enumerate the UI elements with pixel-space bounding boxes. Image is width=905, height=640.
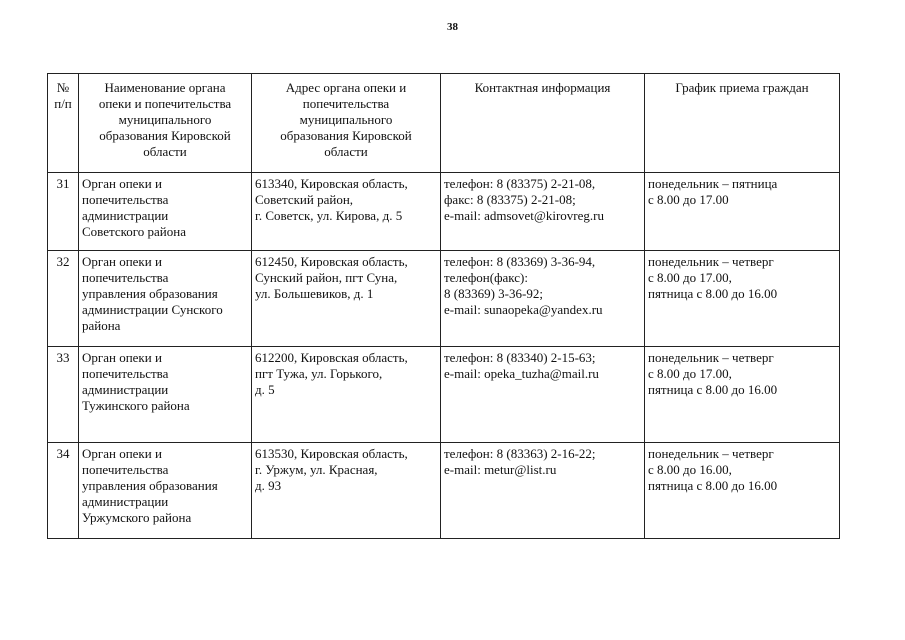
cell-line: понедельник – пятница	[648, 176, 778, 191]
cell-line: администрации	[82, 382, 169, 397]
cell-line: 613340, Кировская область,	[255, 176, 408, 191]
address-cell	[252, 347, 441, 443]
cell-line: с 8.00 до 16.00,	[648, 462, 732, 477]
cell-line: Орган опеки и	[82, 350, 162, 365]
cell-line: e-mail: sunaopeka@yandex.ru	[444, 302, 603, 317]
cell-line: График приема граждан	[675, 80, 809, 95]
cell-line: муниципального	[299, 112, 393, 127]
cell-line: №	[56, 80, 70, 95]
cell-line: понедельник – четверг	[648, 446, 774, 461]
cell-line: г. Уржум, ул. Красная,	[255, 462, 378, 477]
address-cell	[252, 173, 441, 251]
cell-line: с 8.00 до 17.00,	[648, 270, 732, 285]
cell-line: 612450, Кировская область,	[255, 254, 408, 269]
row-number: 31	[48, 173, 79, 251]
cell-line: Наименование органа	[104, 80, 226, 95]
organ-name-cell	[79, 443, 252, 539]
cell-line: управления образования	[82, 478, 218, 493]
cell-line: ул. Большевиков, д. 1	[255, 286, 374, 301]
organ-name-cell	[79, 173, 252, 251]
cell-line: области	[324, 144, 368, 159]
cell-line: д. 5	[255, 382, 275, 397]
cell-line: Сунский район, пгт Суна,	[255, 270, 398, 285]
row-number: 34	[48, 443, 79, 539]
cell-line: 612200, Кировская область,	[255, 350, 408, 365]
cell-line: Орган опеки и	[82, 176, 162, 191]
cell-line: e-mail: admsovet@kirovreg.ru	[444, 208, 604, 223]
cell-line: e-mail: metur@list.ru	[444, 462, 557, 477]
cell-line: телефон: 8 (83340) 2-15-63;	[444, 350, 596, 365]
schedule-cell	[645, 173, 840, 251]
cell-line: попечительства	[82, 270, 169, 285]
contact-cell	[441, 251, 645, 347]
cell-line: Уржумского района	[82, 510, 192, 525]
cell-line: Советского района	[82, 224, 186, 239]
cell-line: 613530, Кировская область,	[255, 446, 408, 461]
cell-line: опеки и попечительства	[98, 96, 232, 111]
table-row	[48, 173, 840, 251]
cell-line: с 8.00 до 17.00	[648, 192, 729, 207]
table-row	[48, 347, 840, 443]
cell-line: попечительства	[82, 192, 169, 207]
cell-line: 8 (83369) 3-36-92;	[444, 286, 543, 301]
cell-line: понедельник – четверг	[648, 350, 774, 365]
cell-line: д. 93	[255, 478, 282, 493]
header-schedule	[645, 74, 840, 173]
row-number: 32	[48, 251, 79, 347]
cell-line: понедельник – четверг	[648, 254, 774, 269]
cell-line: области	[143, 144, 187, 159]
cell-line: пятница с 8.00 до 16.00	[648, 286, 778, 301]
address-cell	[252, 251, 441, 347]
cell-line: г. Советск, ул. Кирова, д. 5	[255, 208, 403, 223]
cell-line: телефон: 8 (83369) 3-36-94,	[444, 254, 596, 269]
cell-line: пятница с 8.00 до 16.00	[648, 382, 778, 397]
contact-cell	[441, 443, 645, 539]
organ-name-cell	[79, 251, 252, 347]
cell-line: района	[82, 318, 121, 333]
cell-line: образования Кировской	[99, 128, 231, 143]
table-row	[48, 251, 840, 347]
table-row	[48, 443, 840, 539]
contact-cell	[441, 347, 645, 443]
cell-line: телефон(факс):	[444, 270, 528, 285]
schedule-cell	[645, 443, 840, 539]
cell-line: e-mail: opeka_tuzha@mail.ru	[444, 366, 599, 381]
organ-name-cell	[79, 347, 252, 443]
cell-line: администрации Сунского	[82, 302, 223, 317]
header-address	[252, 74, 441, 173]
cell-line: п/п	[54, 96, 72, 111]
cell-line: Орган опеки и	[82, 254, 162, 269]
cell-line: с 8.00 до 17.00,	[648, 366, 732, 381]
cell-line: пгт Тужа, ул. Горького,	[255, 366, 383, 381]
address-cell	[252, 443, 441, 539]
cell-line: Советский район,	[255, 192, 354, 207]
contact-cell	[441, 173, 645, 251]
cell-line: Контактная информация	[474, 80, 611, 95]
cell-line: Орган опеки и	[82, 446, 162, 461]
cell-line: телефон: 8 (83375) 2-21-08,	[444, 176, 596, 191]
cell-line: администрации	[82, 208, 169, 223]
header-num	[48, 74, 79, 173]
page-number: 38	[447, 21, 458, 33]
row-number: 33	[48, 347, 79, 443]
cell-line: попечительства	[302, 96, 390, 111]
cell-line: администрации	[82, 494, 169, 509]
header-contact	[441, 74, 645, 173]
cell-line: факс: 8 (83375) 2-21-08;	[444, 192, 576, 207]
schedule-cell	[645, 251, 840, 347]
cell-line: муниципального	[118, 112, 212, 127]
cell-line: Адрес органа опеки и	[285, 80, 407, 95]
cell-line: попечительства	[82, 366, 169, 381]
cell-line: образования Кировской	[280, 128, 412, 143]
cell-line: попечительства	[82, 462, 169, 477]
header-name	[79, 74, 252, 173]
cell-line: управления образования	[82, 286, 218, 301]
cell-line: Тужинского района	[82, 398, 190, 413]
table-header-row	[48, 74, 840, 173]
cell-line: пятница с 8.00 до 16.00	[648, 478, 778, 493]
cell-line: телефон: 8 (83363) 2-16-22;	[444, 446, 596, 461]
schedule-cell	[645, 347, 840, 443]
guardianship-table	[47, 73, 840, 539]
